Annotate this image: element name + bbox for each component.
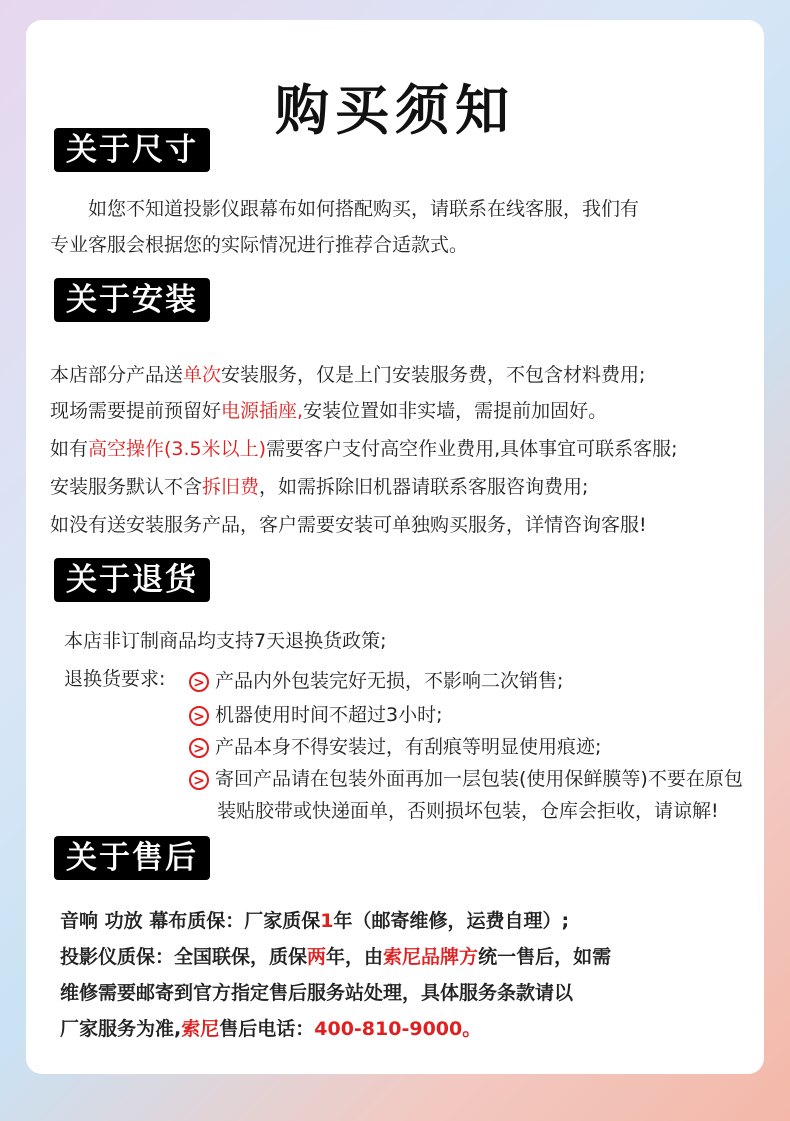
size-text-line-1: 如您不知道投影仪跟幕布如何搭配购买，请联系在线客服，我们有 (88, 198, 640, 220)
section-header-aftersale: 关于售后 (54, 836, 210, 880)
chevron-right-icon: > (189, 706, 209, 726)
returns-item-2: > 机器使用时间不超过3小时; (189, 700, 443, 727)
size-text-line-2: 专业客服会根据您的实际情况进行推荐合适款式。 (50, 234, 469, 256)
aftersale-line-4: 厂家服务为准,索尼售后电话：400-810-9000。 (60, 1018, 482, 1040)
returns-policy: 本店非订制商品均支持7天退换货政策; (64, 630, 387, 652)
aftersale-line-3: 维修需要邮寄到官方指定售后服务站处理，具体服务条款请以 (60, 982, 574, 1004)
chevron-right-icon: > (189, 672, 209, 692)
aftersale-phone: 400-810-9000 (314, 1018, 463, 1040)
returns-item-4-continued: 装贴胶带或快递面单，否则损坏包装，仓库会拒收，请谅解! (217, 800, 719, 822)
install-line-2: 现场需要提前预留好电源插座,安装位置如非实墙，需提前加固好。 (50, 400, 608, 422)
section-header-returns: 关于退货 (54, 558, 210, 602)
install-line-4: 安装服务默认不含拆旧费，如需拆除旧机器请联系客服咨询费用; (50, 476, 589, 498)
returns-requirement-label: 退换货要求: (64, 668, 166, 690)
chevron-right-icon: > (189, 770, 209, 790)
aftersale-line-2: 投影仪质保：全国联保，质保两年，由索尼品牌方统一售后，如需 (60, 946, 612, 968)
aftersale-line-1: 音响 功放 幕布质保：厂家质保1年（邮寄维修，运费自理）; (60, 910, 570, 932)
returns-item-1: > 产品内外包装完好无损，不影响二次销售; (189, 666, 563, 693)
returns-item-3: > 产品本身不得安装过，有刮痕等明显使用痕迹; (189, 732, 601, 759)
install-line-3: 如有高空操作(3.5米以上)需要客户支付高空作业费用,具体事宜可联系客服; (50, 438, 678, 460)
section-header-size: 关于尺寸 (54, 128, 210, 172)
page-title: 购买须知 (275, 79, 515, 142)
install-line-1: 本店部分产品送单次安装服务，仅是上门安装服务费，不包含材料费用; (50, 364, 646, 386)
chevron-right-icon: > (189, 738, 209, 758)
notice-card (26, 20, 764, 1074)
install-line-5: 如没有送安装服务产品，客户需要安装可单独购买服务，详情咨询客服! (50, 514, 647, 536)
section-header-install: 关于安装 (54, 278, 210, 322)
returns-item-4: > 寄回产品请在包装外面再加一层包装(使用保鲜膜等)不要在原包 (189, 764, 743, 791)
